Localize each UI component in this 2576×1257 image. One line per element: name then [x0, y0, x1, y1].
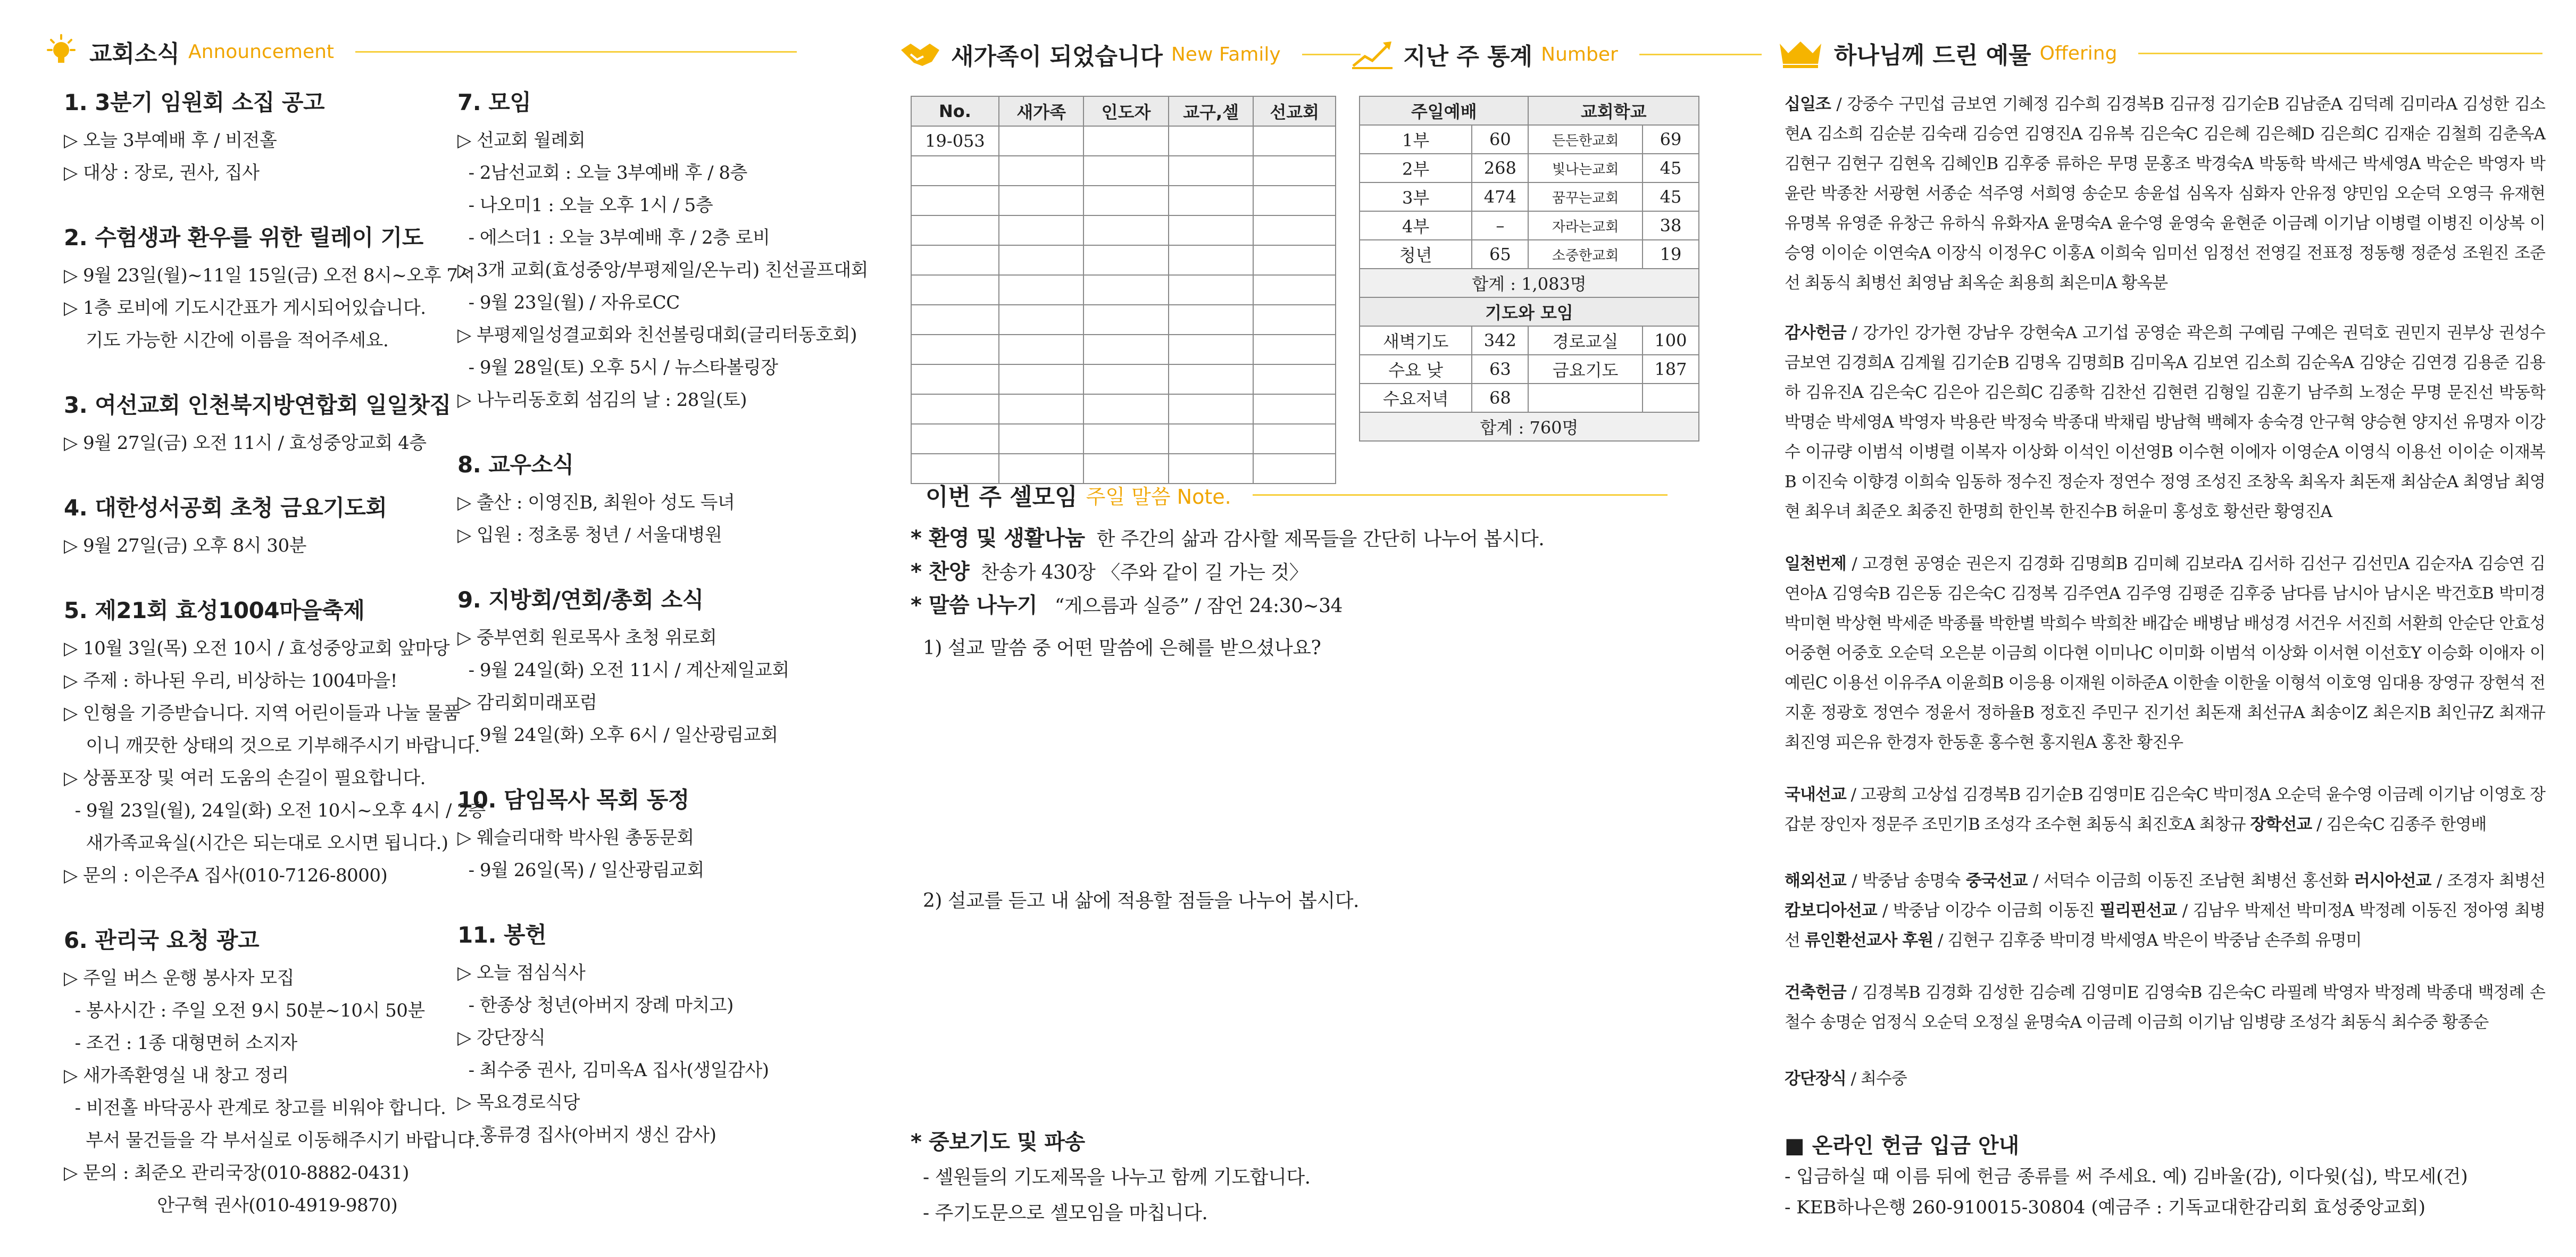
- table-row: [1360, 211, 1699, 240]
- cell-title: 이번 주 셀모임: [926, 484, 1078, 511]
- new-family-cell: [999, 275, 1083, 305]
- announcement-line: ▷ 1층 로비에 기도시간표가 게시되어있습니다.: [64, 297, 426, 319]
- offering-header: [1777, 29, 2542, 77]
- prayer-label: 금요기도: [1528, 355, 1643, 384]
- announcement-block: [457, 582, 840, 752]
- prayer-value: 187: [1643, 355, 1699, 384]
- announcement-heading: 7. 모임: [457, 89, 531, 115]
- handshake-icon: [899, 38, 941, 70]
- worship-header: 주일예배: [1360, 96, 1528, 125]
- table-row: [911, 186, 1336, 215]
- announcement-block: [457, 782, 840, 887]
- closing-title: * 중보기도 및 파송: [911, 1130, 1085, 1154]
- new-family-column-header: 인도자: [1083, 96, 1168, 126]
- new-family-header: [899, 30, 1361, 78]
- announcement-line: ▷ 10월 3일(목) 오전 10시 / 효성중앙교회 앞마당: [64, 638, 450, 659]
- stats-label: 2부: [1360, 154, 1472, 182]
- new-family-column-header: 교구,셀: [1169, 96, 1254, 126]
- number-header: [1351, 30, 1762, 78]
- announcement-line: 새가족교육실(시간은 되는대로 오시면 됩니다.): [64, 833, 448, 854]
- announcement-line: ▷ 새가족환영실 내 창고 정리: [64, 1065, 289, 1086]
- header-rule: [1253, 494, 1668, 496]
- announcement-line: ▷ 인형을 기증받습니다. 지역 어린이들과 나눌 물품: [64, 703, 460, 724]
- stats-value: 474: [1472, 182, 1528, 211]
- stats-value: –: [1472, 211, 1528, 240]
- announcement-line: - 9월 23일(월) / 자유로CC: [457, 292, 680, 313]
- new-family-cell: [911, 305, 999, 335]
- new-family-cell: [1083, 364, 1168, 394]
- announcement-heading: 4. 대한성서공회 초청 금요기도회: [64, 495, 387, 521]
- table-row: [911, 245, 1336, 275]
- new-family-cell: [999, 305, 1083, 335]
- announcement-heading: 3. 여선교회 인천북지방연합회 일일찻집: [64, 392, 451, 418]
- announcement-line: ▷ 9월 23일(월)~11일 15일(금) 오전 8시~오후 7시: [64, 265, 475, 286]
- new-family-cell: [1253, 394, 1336, 424]
- cell-en: 주일 말씀 Note.: [1086, 485, 1231, 509]
- new-family-cell: [1253, 335, 1336, 364]
- prayer-value: 68: [1472, 384, 1528, 412]
- announcement-block: [64, 85, 447, 189]
- new-family-cell: [1083, 126, 1168, 156]
- announcement-line: - 9월 24일(화) 오후 6시 / 일산광림교회: [457, 725, 778, 746]
- table-row: [1360, 240, 1699, 269]
- announcement-line: - 조건 : 1종 대형면허 소지자: [64, 1033, 297, 1054]
- stats-label: 청년: [1360, 240, 1472, 269]
- header-rule: [355, 51, 797, 53]
- new-family-cell: [1253, 245, 1336, 275]
- offering-tithe: 십일조 / 강중수 구민섭 금보연 기혜정 김수희 김경복B 김규정 김기순B 김남준A 김덕례 김미라A 김성한 김소현A 김소희 김순분 김숙래 김승연 김영진A 김유복 김은숙C 김은혜 김은혜D 김은희C 김재순 김철희 김춘옥A 김현구 김현구 김현옥 김혜인B 김후중 류하은 무명 문홍조 박경숙A 박동학 박세근 박세영A 박순은 박영자 박윤란 박종찬 서광현 서종순 석주영 서희영 송순모 송윤섭 심옥자 심화자 안유정 양민임 오순덕 오영극 유재현 유명복 유영준 유창근 유하식 유화자A 윤명숙A 윤수영 윤영숙 윤현준 이금례 이기남 이병렬 이병진 이상복 이승영 이이순 이연숙A 이장식 이정우C 이홍A 이희숙 임미선 임정선 전영길 전표정 정동행 정준성 조원진 조준선 최동식 최병선 최영남 최옥순 최용희 최은미A 황옥분: [1785, 95, 2545, 293]
- announcement-line: - 비전홀 바닥공사 관계로 창고를 비워야 합니다.: [64, 1097, 446, 1119]
- cell-header: [926, 471, 1668, 519]
- offering-building: 건축헌금 / 김경복B 김경화 김성한 김승례 김영미E 김영숙B 김은숙C 라필례 박영자 박정례 박종대 백정례 손철수 송명순 엄정식 오순덕 오정실 윤명숙A 이금례 이금희 이기남 임병량 조성각 최동식 최수중 황종순: [1785, 983, 2545, 1032]
- question-1: 1) 설교 말씀 중 어떤 말씀에 은혜를 받으셨나요?: [923, 637, 1321, 659]
- stats-school-label: 빛나는교회: [1528, 154, 1643, 182]
- stats-school-value: 38: [1643, 211, 1699, 240]
- announcement-line: ▷ 감리회미래포럼: [457, 692, 597, 713]
- announcement-line: ▷ 출산 : 이영진B, 최원아 성도 득녀: [457, 492, 735, 513]
- new-family-cell: [1253, 126, 1336, 156]
- new-family-cell: [1083, 156, 1168, 186]
- announcement-line: ▷ 오늘 3부예배 후 / 비전홀: [64, 130, 277, 151]
- announcement-heading: 11. 봉헌: [457, 922, 547, 948]
- stats-value: 268: [1472, 154, 1528, 182]
- prayer-value: 100: [1643, 326, 1699, 355]
- announcement-line: - 2남선교회 : 오늘 3부예배 후 / 8층: [457, 162, 747, 184]
- new-family-cell: [999, 215, 1083, 245]
- new-family-cell: 19-053: [911, 126, 999, 156]
- new-family-cell: [911, 186, 999, 215]
- new-family-cell: [1169, 394, 1254, 424]
- stats-table: [1359, 96, 1699, 442]
- announcement-line: ▷ 강단장식: [457, 1027, 546, 1048]
- table-row: [911, 305, 1336, 335]
- table-row: [911, 275, 1336, 305]
- new-family-cell: [1169, 245, 1254, 275]
- online-offering-line-2: - KEB하나은행 260-910015-30804 (예금주 : 기독교대한감리회 효성중앙교회): [1785, 1197, 2426, 1218]
- announcement-line: - 9월 26일(목) / 일산광림교회: [457, 860, 704, 881]
- table-row: [1360, 326, 1699, 355]
- prayer-label: 새벽기도: [1360, 326, 1472, 355]
- table-row: [911, 215, 1336, 245]
- new-family-cell: [1083, 215, 1168, 245]
- cell-item: * 말씀 나누기 “게으름과 실증” / 잠언 24:30~34: [911, 593, 1343, 618]
- announcement-line: ▷ 문의 : 최준오 관리국장(010-8882-0431): [64, 1162, 409, 1184]
- new-family-table: [911, 96, 1336, 484]
- announcement-line: - 봉사시간 : 주일 오전 9시 50분~10시 50분: [64, 1000, 425, 1021]
- announcements-left: [64, 85, 486, 1253]
- announcements-right: [457, 85, 869, 1183]
- offering-title: 하나님께 드린 예물: [1834, 42, 2031, 69]
- announcement-heading: 5. 제21회 효성1004마을축제: [64, 597, 365, 623]
- announcement-block: [64, 923, 480, 1222]
- table-row: [911, 156, 1336, 186]
- announcement-heading: 6. 관리국 요청 광고: [64, 927, 260, 953]
- new-family-cell: [1083, 186, 1168, 215]
- online-offering-info: [1785, 1130, 2468, 1223]
- new-family-cell: [1083, 424, 1168, 454]
- bulb-icon: [43, 33, 80, 70]
- new-family-cell: [911, 245, 999, 275]
- new-family-cell: [911, 364, 999, 394]
- announcement-title: 교회소식: [89, 40, 180, 68]
- table-row: [911, 394, 1336, 424]
- prayer-label: 수요저녁: [1360, 384, 1472, 412]
- new-family-cell: [1169, 424, 1254, 454]
- announcement-line: ▷ 나누리동호회 섬김의 날 : 28일(토): [457, 389, 747, 411]
- stats-value: 65: [1472, 240, 1528, 269]
- announcement-block: [457, 918, 840, 1152]
- announcement-block: [64, 388, 451, 460]
- new-family-cell: [999, 394, 1083, 424]
- new-family-cell: [1169, 364, 1254, 394]
- table-row: [1360, 384, 1699, 412]
- prayer-value: 342: [1472, 326, 1528, 355]
- table-row: [1360, 154, 1699, 182]
- prayer-label: 수요 낮: [1360, 355, 1472, 384]
- new-family-cell: [1253, 275, 1336, 305]
- closing-line-1: - 셀원들의 기도제목을 나누고 함께 기도합니다.: [923, 1167, 1311, 1188]
- new-family-cell: [1253, 156, 1336, 186]
- announcement-line: 이니 깨끗한 상태의 것으로 기부해주시기 바랍니다.: [64, 735, 480, 756]
- announcement-line: ▷ 중부연회 원로목사 초청 위로회: [457, 627, 717, 648]
- announcement-line: - 홍류경 집사(아버지 생신 감사): [457, 1125, 716, 1146]
- new-family-column-header: 선교회: [1253, 96, 1336, 126]
- announcement-line: ▷ 부평제일성결교회와 친선볼링대회(글리터동호회): [457, 324, 857, 346]
- stats-school-value: 69: [1643, 125, 1699, 154]
- new-family-cell: [1083, 275, 1168, 305]
- announcement-line: 부서 물건들을 각 부서실로 이동해주시기 바랍니다.: [64, 1130, 480, 1151]
- announcement-line: ▷ 주일 버스 운행 봉사자 모집: [64, 968, 294, 989]
- chart-trend-icon: [1351, 38, 1394, 70]
- new-family-cell: [1253, 186, 1336, 215]
- table-row: [911, 126, 1336, 156]
- announcement-block: [64, 220, 475, 357]
- number-en: Number: [1541, 43, 1618, 65]
- announcement-line: ▷ 웨슬리대학 박사원 총동문회: [457, 827, 694, 848]
- announcement-heading: 8. 교우소식: [457, 452, 574, 478]
- new-family-cell: [999, 186, 1083, 215]
- stats-total: 합계 : 760명: [1360, 412, 1699, 441]
- stats-label: 3부: [1360, 182, 1472, 211]
- new-family-cell: [1169, 126, 1254, 156]
- prayer-value: [1643, 384, 1699, 412]
- table-row: [1360, 355, 1699, 384]
- new-family-cell: [1253, 364, 1336, 394]
- announcement-block: [457, 85, 869, 417]
- announcement-line: - 나오미1 : 오늘 오후 1시 / 5층: [457, 195, 713, 216]
- new-family-cell: [1169, 335, 1254, 364]
- new-family-cell: [999, 364, 1083, 394]
- new-family-cell: [1083, 394, 1168, 424]
- announcement-line: - 한종상 청년(아버지 장례 마치고): [457, 995, 733, 1016]
- stats-school-label: 자라는교회: [1528, 211, 1643, 240]
- offering-overseas-mission: 해외선교 / 박중남 송명숙 중국선교 / 서덕수 이금희 이동진 조남현 최병선 홍선화 러시아선교 / 조경자 최병선 캄보디아선교 / 박중남 이강수 이금희 이동진 필리핀선교 / 김남우 박제선 박미정A 박정례 이동진 정아영 최병선 류인환선교사 후원 / 김현구 김후중 박미경 박세영A 박은이 박중남 손주희 유명미: [1785, 871, 2545, 950]
- announcement-line: - 9월 28일(토) 오후 5시 / 뉴스타볼링장: [457, 357, 778, 378]
- table-row: [911, 335, 1336, 364]
- cell-item: * 환영 및 생활나눔 한 주간의 삶과 감사할 제목들을 간단히 나누어 봅시다.: [911, 526, 1545, 551]
- prayer-label: 경로교실: [1528, 326, 1643, 355]
- new-family-cell: [911, 275, 999, 305]
- stats-school-value: 45: [1643, 182, 1699, 211]
- new-family-cell: [999, 245, 1083, 275]
- announcement-heading: 1. 3분기 임원회 소집 공고: [64, 89, 325, 115]
- new-family-cell: [999, 335, 1083, 364]
- new-family-cell: [999, 424, 1083, 454]
- new-family-cell: [1169, 305, 1254, 335]
- new-family-en: New Family: [1171, 43, 1281, 65]
- new-family-cell: [911, 335, 999, 364]
- question-2: 2) 설교를 듣고 내 삶에 적용할 점들을 나누어 봅시다.: [923, 890, 1359, 912]
- offering-domestic-mission: 국내선교 / 고광희 고상섭 김경복B 김기순B 김영미E 김은숙C 박미정A 오순덕 윤수영 이금례 이기남 이영호 장갑분 장인자 정문주 조민기B 조성각 조수현 최동식 최진호A 최창규 장학선교 / 김은숙C 김종주 한영배: [1785, 785, 2545, 834]
- stats-school-label: 소중한교회: [1528, 240, 1643, 269]
- new-family-cell: [999, 126, 1083, 156]
- stats-label: 1부: [1360, 125, 1472, 154]
- stats-school-value: 19: [1643, 240, 1699, 269]
- new-family-cell: [1083, 305, 1168, 335]
- table-row: [1360, 182, 1699, 211]
- new-family-cell: [1083, 335, 1168, 364]
- announcement-block: [64, 490, 447, 562]
- closing-line-2: - 주기도문으로 셀모임을 마칩니다.: [923, 1202, 1208, 1224]
- new-family-title: 새가족이 되었습니다: [951, 43, 1163, 70]
- stats-school-label: 든든한교회: [1528, 125, 1643, 154]
- table-row: [911, 364, 1336, 394]
- new-family-cell: [911, 215, 999, 245]
- new-family-cell: [1253, 215, 1336, 245]
- new-family-cell: [1083, 245, 1168, 275]
- announcement-block: [457, 447, 840, 552]
- new-family-cell: [1253, 305, 1336, 335]
- announcement-heading: 2. 수험생과 환우를 위한 릴레이 기도: [64, 224, 423, 251]
- new-family-cell: [911, 424, 999, 454]
- stats-label: 4부: [1360, 211, 1472, 240]
- stats-total: 합계 : 1,083명: [1360, 269, 1699, 297]
- announcement-line: - 9월 23일(월), 24일(화) 오전 10시~오후 4시 / 2층: [64, 800, 486, 821]
- announcement-line: 기도 가능한 시간에 이름을 적어주세요.: [64, 330, 389, 351]
- number-title: 지난 주 통계: [1403, 43, 1533, 70]
- new-family-cell: [999, 156, 1083, 186]
- announcement-block: [64, 593, 486, 892]
- announcement-line: ▷ 오늘 점심식사: [457, 962, 586, 984]
- announcement-line: ▷ 선교회 월례회: [457, 130, 586, 151]
- announcement-header: [43, 28, 797, 76]
- announcement-heading: 10. 담임목사 목회 동정: [457, 787, 689, 813]
- new-family-column-header: No.: [911, 96, 999, 126]
- prayer-label: [1528, 384, 1643, 412]
- new-family-cell: [1169, 215, 1254, 245]
- announcement-line: - 9월 24일(화) 오전 11시 / 계산제일교회: [457, 660, 789, 681]
- new-family-cell: [911, 394, 999, 424]
- new-family-cell: [1253, 424, 1336, 454]
- stats-school-label: 꿈꾸는교회: [1528, 182, 1643, 211]
- announcement-line: ▷ 대상 : 장로, 권사, 집사: [64, 162, 260, 184]
- announcement-line: ▷ 상품포장 및 여러 도움의 손길이 필요합니다.: [64, 768, 426, 789]
- new-family-cell: [1169, 156, 1254, 186]
- header-rule: [2138, 53, 2542, 54]
- stats-school-value: 45: [1643, 154, 1699, 182]
- new-family-cell: [1169, 186, 1254, 215]
- online-offering-line-1: - 입금하실 때 이름 뒤에 헌금 종류를 써 주세요. 예) 김바울(감), 이다윗(십), 박모세(건): [1785, 1166, 2468, 1187]
- offering-altar: 강단장식 / 최수중: [1785, 1069, 1907, 1088]
- new-family-column-header: 새가족: [999, 96, 1083, 126]
- table-row: [1360, 125, 1699, 154]
- announcement-line: - 최수중 권사, 김미옥A 집사(생일감사): [457, 1060, 769, 1081]
- stats-value: 60: [1472, 125, 1528, 154]
- new-family-cell: [911, 156, 999, 186]
- announcement-line: ▷ 문의 : 이은주A 집사(010-7126-8000): [64, 865, 388, 886]
- offering-en: Offering: [2039, 42, 2118, 64]
- cell-item: * 찬양 찬송가 430장 〈주와 같이 길 가는 것〉: [911, 560, 1308, 584]
- offering-thanks: 감사헌금 / 강가인 강가현 강남우 강현숙A 고기섭 공영순 곽은희 구예림 구예은 권덕호 권민지 권부상 권성수 금보연 김경희A 김계월 김기순B 김명옥 김명희B 김미옥A 김보연 김소희 김순옥A 김양순 김연경 김용준 김용하 김유진A 김은숙C 김은아 김은희C 김종학 김찬선 김현련 김형일 김훈기 남주희 노정순 무명 문진선 박동학 박명순 박세영A 박영자 박용란 박정숙 박종대 박채림 방남혁 백혜자 송숙경 안구혁 양승현 양지선 유명자 이강수 이규량 이범석 이병렬 이복자 이상화 이석인 이선영B 이수현 이에자 이영순A 이영식 이용선 이이순 이재복B 이진숙 이향경 이희숙 임동하 정수진 정순자 정연수 정영 조성진 조창옥 최옥자 최돈재 최삼순A 최영남 최영현 최우녀 최준오 최중진 한명희 한인복 한진수B 허윤미 홍성호 황선란 황영진A: [1785, 323, 2545, 521]
- prayer-header: 기도와 모임: [1360, 297, 1699, 326]
- announcement-en: Announcement: [188, 40, 335, 63]
- online-offering-title: ■ 온라인 헌금 입금 안내: [1785, 1134, 2020, 1158]
- announcement-line: ▷ 주제 : 하나된 우리, 비상하는 1004마을!: [64, 670, 397, 692]
- offering-thousand: 일천번제 / 고경현 공영순 권은지 김경화 김명희B 김미혜 김보라A 김서하 김선구 김선민A 김순자A 김승연 김연아A 김영숙B 김은동 김은숙C 김정복 김주연A 김주영 김평준 김후중 남다름 남시아 남시온 박건호B 박미경 박미현 박상현 박세준 박종률 박한별 박희수 박희찬 배갑순 배병남 배성경 서건우 서진희 서환희 안순단 안효성 어중현 어중호 오순덕 오은분 이금희 이다현 이미나C 이미화 이범석 이상화 이서현 이선호Y 이승화 이애자 이예린C 이용선 이유주A 이윤희B 이응용 이재원 이하준A 이한솔 이한울 이형석 이호영 임대용 장영규 장현석 전지훈 정광호 정연수 정윤서 정하율B 정호진 주민구 진기선 최돈재 최선규A 최송이Z 최은지B 최인규Z 최재규 최진영 피은유 한경자 한동훈 홍수현 홍지원A 홍찬 황진우: [1785, 554, 2545, 752]
- announcement-line: ▷ 9월 27일(금) 오전 11시 / 효성중앙교회 4층: [64, 432, 427, 454]
- announcement-line: ▷ 목요경로식당: [457, 1092, 580, 1113]
- prayer-value: 63: [1472, 355, 1528, 384]
- announcement-line: 안구혁 권사(010-4919-9870): [64, 1195, 398, 1216]
- announcement-line: ▷ 3개 교회(효성중앙/부평제일/온누리) 친선골프대회: [457, 260, 869, 281]
- new-family-cell: [1169, 275, 1254, 305]
- announcement-heading: 9. 지방회/연회/총회 소식: [457, 587, 704, 613]
- announcement-line: - 에스더1 : 오늘 3부예배 후 / 2층 로비: [457, 227, 770, 248]
- school-header: 교회학교: [1528, 96, 1699, 125]
- header-rule: [1639, 54, 1762, 55]
- announcement-line: ▷ 입원 : 정초롱 청년 / 서울대병원: [457, 525, 722, 546]
- crown-icon: [1777, 37, 1824, 69]
- announcement-line: ▷ 9월 27일(금) 오후 8시 30분: [64, 535, 306, 556]
- table-row: [911, 424, 1336, 454]
